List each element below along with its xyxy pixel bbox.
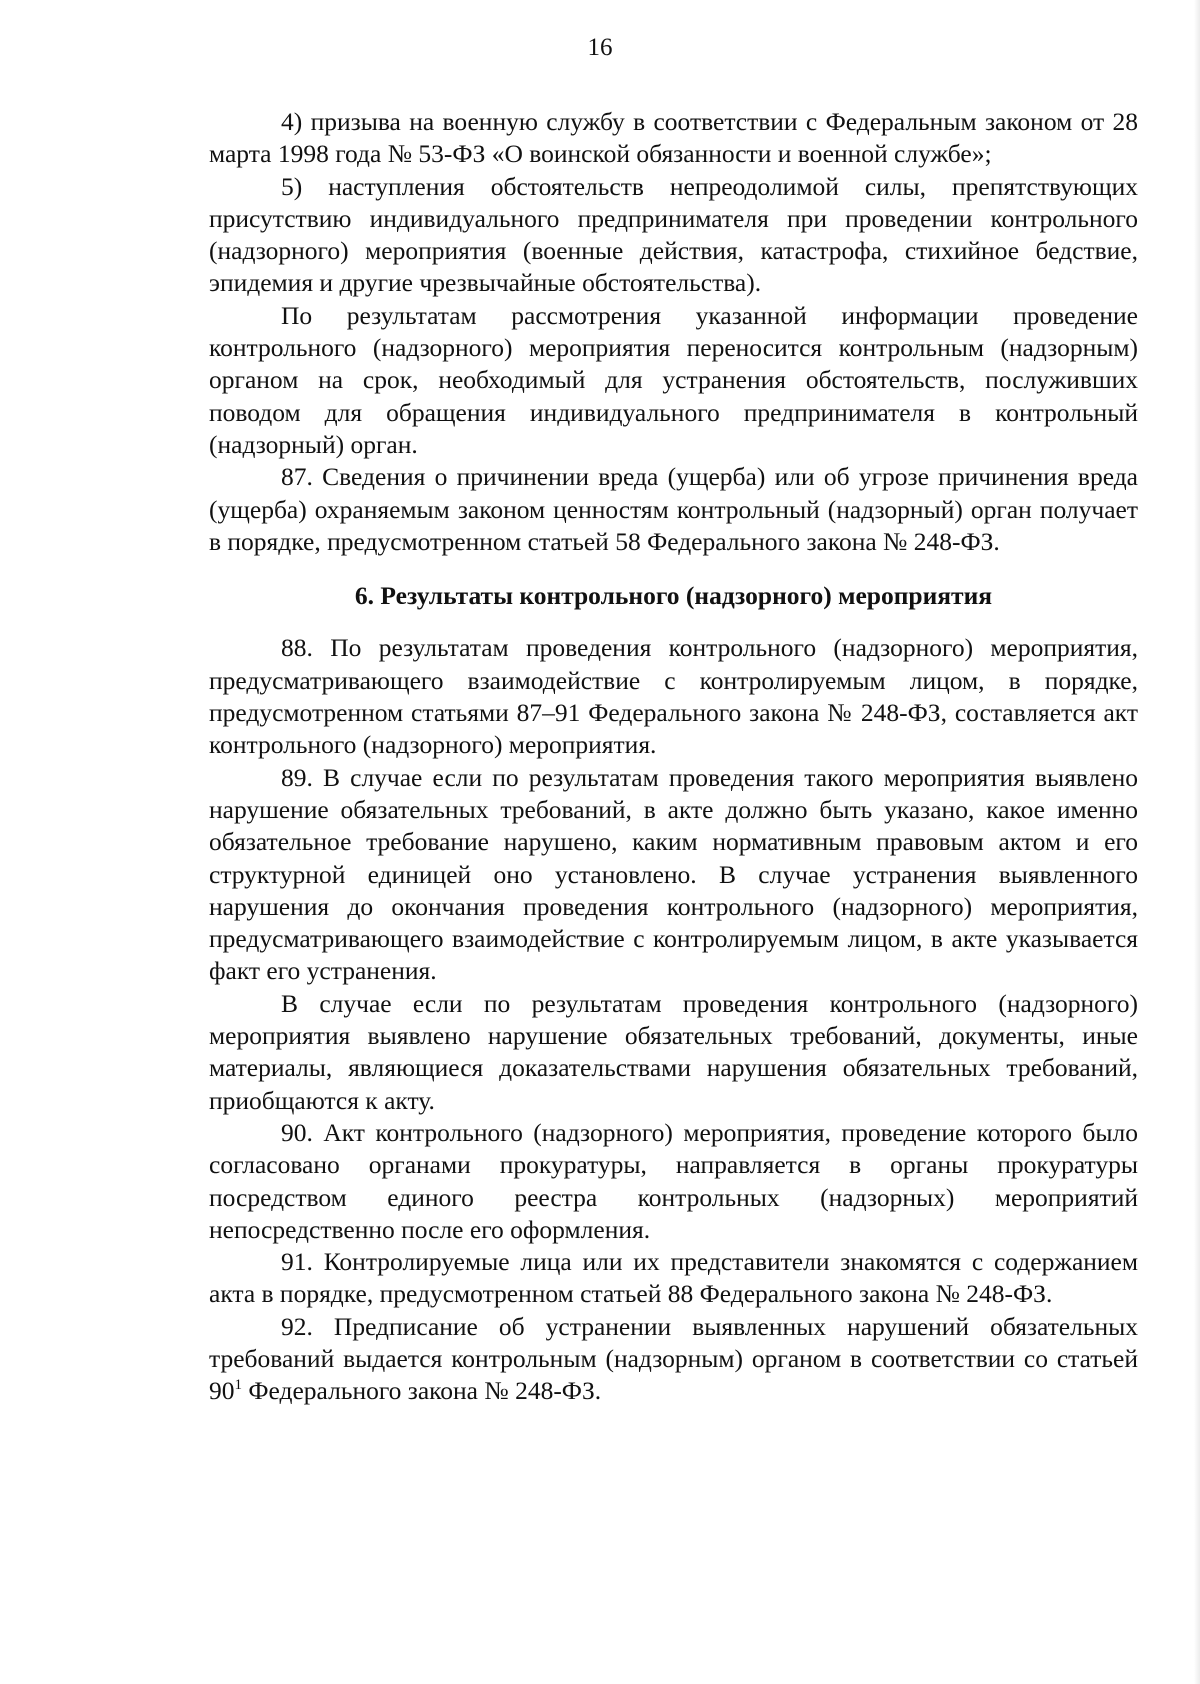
paragraph-text: Сведения о причинении вреда (ущерба) или об угрозе причинения вреда (ущерба) охраняемым законом ценностям контрольный (надзорный) орган получает в порядке, предусмотренном статьей 58 Федерального закона № 248-ФЗ. (209, 462, 1138, 556)
paragraph-88 (209, 632, 1138, 761)
page-number: 16 (587, 34, 613, 61)
paragraph-text: Акт контрольного (надзорного) мероприятия, проведение которого было согласовано органами прокуратуры, направляется в органы прокуратуры посредством единого реестра контрольных (надзорных) мероприятий непосредственно после его оформления. (209, 1117, 1138, 1244)
paragraph-text: По результатам рассмотрения указанной информации проведение контрольного (надзорного) мероприятия переносится контрольным (надзорным) органом на срок, необходимый для устранения обстоятельств, послуживших поводом для обращения индивидуального предпринимателя в контрольный (надзорный) орган. (209, 300, 1138, 459)
paragraph-item-4 (209, 106, 1138, 171)
paragraph-number: 4) (281, 107, 303, 136)
paragraph-90 (209, 1117, 1138, 1246)
paragraph-92 (209, 1311, 1138, 1408)
paragraph-number: 90. (281, 1117, 313, 1147)
paragraph-89 (209, 762, 1138, 988)
scan-edge (1194, 0, 1200, 1684)
paragraph-number: 87. (281, 462, 313, 492)
paragraph-text: По результатам проведения контрольного (надзорного) мероприятия, предусматривающего взаимодействие с контролируемым лицом, в порядке, предусмотренном статьями 87–91 Федерального закона № 248-ФЗ, составляется акт контрольного (надзорного) мероприятия. (209, 633, 1139, 760)
section-heading: 6. Результаты контрольного (надзорного) мероприятия (354, 581, 993, 611)
paragraph-text: Контролируемые лица или их представители знакомятся с содержанием акта в порядке, предусмотренном статьей 88 Федерального закона № 248-ФЗ. (209, 1247, 1139, 1309)
paragraph-text-end: Федерального закона № 248-ФЗ. (242, 1376, 602, 1406)
paragraph-number: 91. (281, 1247, 313, 1277)
paragraph-number: 92. (281, 1311, 313, 1341)
paragraph-item-5 (209, 171, 1138, 300)
paragraph-number: 88. (281, 633, 313, 663)
paragraph-text: Предписание об устранении выявленных нарушений обязательных требований выдается контрольным (надзорным) органом в соответствии со статьей 90 (209, 1311, 1138, 1406)
paragraph-89-continued (209, 988, 1138, 1117)
paragraph-number: 89. (281, 762, 313, 792)
paragraph-text: В случае если по результатам проведения контрольного (надзорного) мероприятия выявлено нарушение обязательных требований, документы, иные материалы, являющиеся доказательствами нарушения обязательных требований, приобщаются к акту. (209, 988, 1138, 1115)
document-body (209, 106, 1138, 1408)
paragraph-text: наступления обстоятельств непреодолимой силы, препятствующих присутствию индивидуального предпринимателя при проведении контрольного (надзорного) мероприятия (военные действия, катастрофа, стихийное бедствие, эпидемия и другие чрезвычайные обстоятельства). (209, 171, 1138, 298)
paragraph-rescheduling (209, 300, 1138, 461)
superscript-index: 1 (234, 1377, 242, 1394)
paragraph-text: призыва на военную службу в соответствии с Федеральным законом от 28 марта 1998 года № 53-ФЗ «О воинской обязанности и военной службе»; (209, 107, 1138, 169)
paragraph-text: В случае если по результатам проведения такого мероприятия выявлено нарушение обязательных требований, в акте должно быть указано, какое именно обязательное требование нарушено, каким нормативным правовым актом и его структурной единицей оно установлено. В случае устранения выявленного нарушения до окончания проведения контрольного (надзорного) мероприятия, предусматривающего взаимодействие с контролируемым лицом, в акте указывается факт его устранения. (209, 762, 1139, 986)
paragraph-87 (209, 461, 1138, 558)
paragraph-number: 5) (281, 171, 303, 201)
paragraph-91 (209, 1246, 1138, 1311)
